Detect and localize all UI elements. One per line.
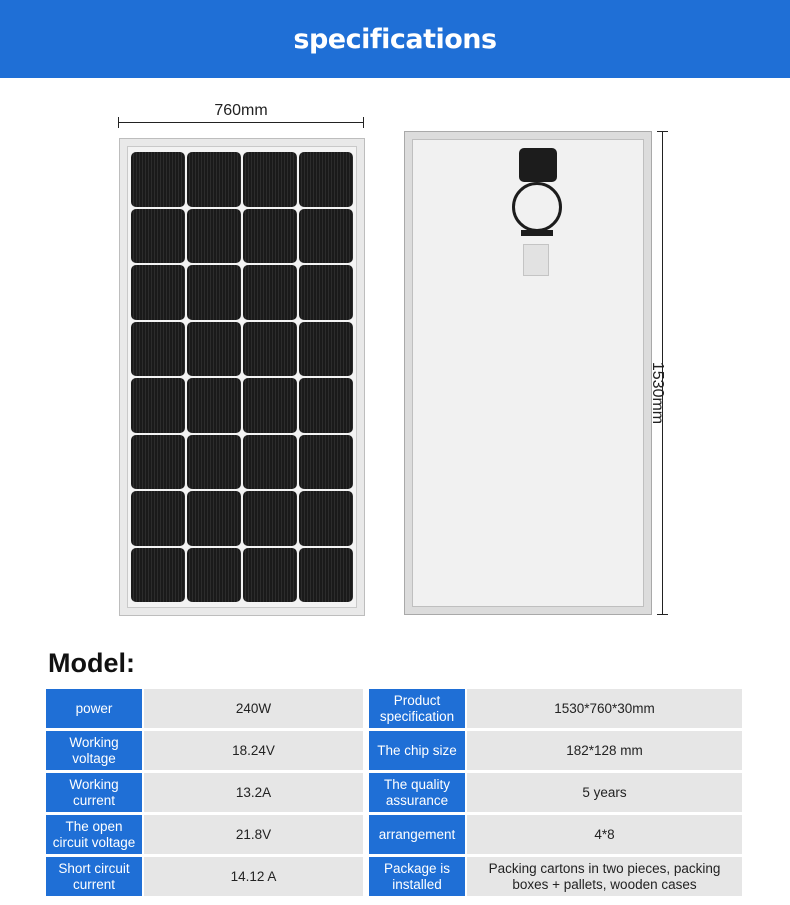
solar-cell — [131, 322, 185, 377]
solar-cell — [187, 435, 241, 490]
solar-cell — [243, 491, 297, 546]
width-dimension — [118, 100, 364, 130]
junction-cable — [512, 182, 562, 232]
spec-value: 21.8V — [144, 815, 363, 854]
solar-panel-front-frame — [127, 146, 357, 608]
spec-label: The quality assurance — [369, 773, 465, 812]
header-band — [0, 0, 790, 78]
spec-value: 13.2A — [144, 773, 363, 812]
spec-value: 182*128 mm — [467, 731, 742, 770]
solar-cell — [243, 152, 297, 207]
solar-cell — [299, 152, 353, 207]
spec-table — [46, 689, 742, 896]
solar-cell — [299, 548, 353, 603]
height-dimension-tick-top — [657, 131, 668, 132]
width-dimension-line — [118, 122, 364, 123]
cable-connector — [521, 230, 553, 236]
spec-label: power — [46, 689, 142, 728]
solar-cell — [187, 548, 241, 603]
junction-box — [519, 148, 557, 182]
model-heading: Model: — [48, 648, 135, 678]
solar-cell — [243, 265, 297, 320]
spec-value: 14.12 A — [144, 857, 363, 896]
solar-cell — [131, 265, 185, 320]
solar-cell — [131, 209, 185, 264]
spec-value: Packing cartons in two pieces, packing boxes + pallets, wooden cases — [467, 857, 742, 896]
solar-panel-front-image — [119, 138, 365, 616]
spec-label: The chip size — [369, 731, 465, 770]
solar-cell — [131, 491, 185, 546]
solar-cell — [187, 209, 241, 264]
solar-cell-grid — [131, 152, 353, 602]
height-dimension-tick-bottom — [657, 614, 668, 615]
solar-cell — [299, 378, 353, 433]
spec-value: 4*8 — [467, 815, 742, 854]
solar-panel-back-image — [404, 131, 652, 615]
header-title: specifications — [293, 23, 497, 55]
spec-label: Short circuit current — [46, 857, 142, 896]
solar-cell — [187, 265, 241, 320]
solar-cell — [243, 322, 297, 377]
spec-value: 5 years — [467, 773, 742, 812]
height-dimension-label: 1530mm — [649, 361, 666, 425]
spec-label: The open circuit voltage — [46, 815, 142, 854]
spec-label: Working current — [46, 773, 142, 812]
solar-cell — [131, 548, 185, 603]
height-dimension — [649, 131, 682, 615]
solar-cell — [243, 548, 297, 603]
solar-cell — [299, 209, 353, 264]
solar-cell — [187, 378, 241, 433]
solar-cell — [243, 378, 297, 433]
spec-label: Product specification — [369, 689, 465, 728]
spec-label: Package is installed — [369, 857, 465, 896]
solar-cell — [243, 209, 297, 264]
spec-label: arrangement — [369, 815, 465, 854]
back-label-sticker — [523, 244, 549, 276]
solar-cell — [187, 322, 241, 377]
solar-cell — [131, 435, 185, 490]
solar-cell — [243, 435, 297, 490]
width-dimension-tick-right — [363, 117, 364, 128]
solar-panel-back-frame — [412, 139, 644, 607]
spec-value: 1530*760*30mm — [467, 689, 742, 728]
solar-cell — [299, 322, 353, 377]
solar-cell — [299, 491, 353, 546]
spec-value: 18.24V — [144, 731, 363, 770]
solar-cell — [131, 378, 185, 433]
width-dimension-label: 760mm — [214, 102, 268, 119]
solar-cell — [131, 152, 185, 207]
solar-cell — [299, 265, 353, 320]
solar-cell — [299, 435, 353, 490]
spec-value: 240W — [144, 689, 363, 728]
solar-cell — [187, 152, 241, 207]
width-dimension-tick-left — [118, 117, 119, 128]
spec-label: Working voltage — [46, 731, 142, 770]
solar-cell — [187, 491, 241, 546]
